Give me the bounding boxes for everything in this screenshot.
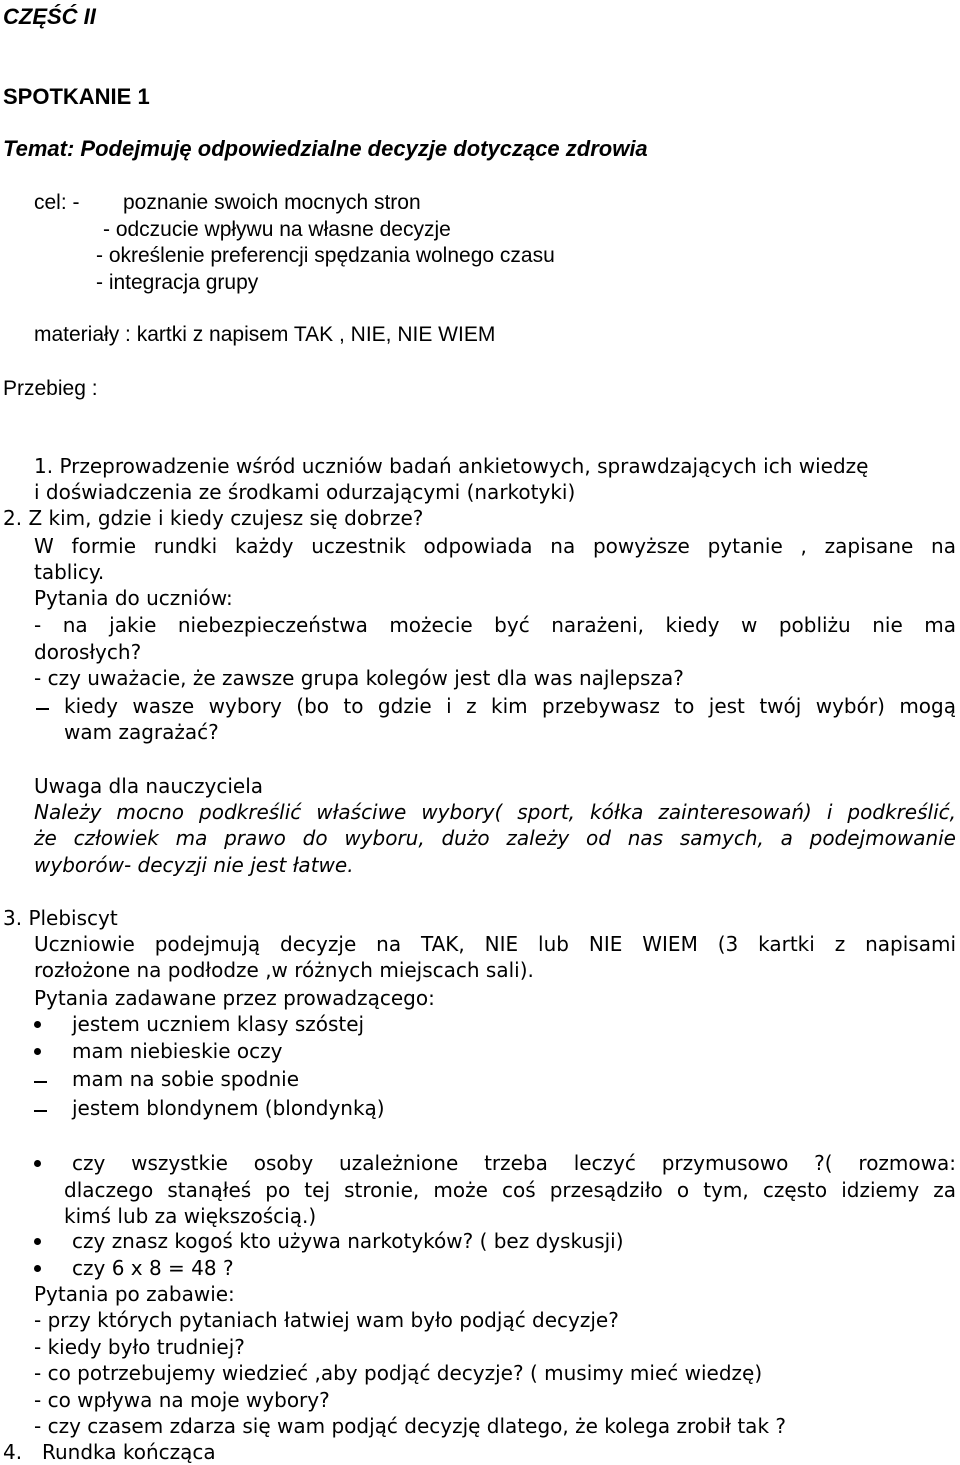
step-3-item: dlaczego stanąłeś po tej stronie, może coś przesądziło o tym, często idziemy za	[64, 1178, 956, 1202]
step-3-item: mam na sobie spodnie	[72, 1067, 300, 1091]
step-2-question: wam zagrażać?	[64, 720, 219, 744]
bullet-icon	[34, 1048, 41, 1055]
step-1-line: i doświadczenia ze środkami odurzającymi (narkotyki)	[34, 480, 576, 504]
step-2-question: kiedy wasze wybory (bo to gdzie i z kim przebywasz to jest twój wybór) mogą	[64, 694, 956, 718]
after-game-question: - co potrzebujemy wiedzieć ,aby podjąć decyzje? ( musimy mieć wiedzę)	[34, 1361, 763, 1385]
goal-item: - określenie preferencji spędzania wolnego czasu	[96, 244, 555, 267]
teacher-note-title: Uwaga dla nauczyciela	[34, 774, 264, 798]
step-3-item: czy znasz kogoś kto używa narkotyków? ( bez dyskusji)	[72, 1229, 624, 1253]
step-2-title: 2. Z kim, gdzie i kiedy czujesz się dobrze?	[3, 506, 424, 530]
after-game-question: - co wpływa na moje wybory?	[34, 1388, 330, 1412]
step-3-item: jestem uczniem klasy szóstej	[72, 1012, 365, 1036]
after-game-question: - przy których pytaniach łatwiej wam było podjąć decyzje?	[34, 1308, 619, 1332]
course-label: Przebieg :	[3, 377, 98, 400]
bullet-icon	[34, 1238, 41, 1245]
step-1-line: 1. Przeprowadzenie wśród uczniów badań ankietowych, sprawdzających ich wiedzę	[34, 454, 869, 478]
step-3-item: jestem blondynem (blondynką)	[72, 1096, 385, 1120]
after-game-question: - czy czasem zdarza się wam podjąć decyzję dlatego, że kolega zrobił tak ?	[34, 1414, 786, 1438]
step-3-item: kimś lub za większością.)	[64, 1204, 317, 1228]
step-3-item: czy 6 x 8 = 48 ?	[72, 1256, 234, 1280]
teacher-note-line: Należy mocno podkreślić właściwe wybory( sport, kółka zainteresowań) i podkreślić,	[34, 800, 956, 824]
step-2-desc: tablicy.	[34, 560, 105, 584]
step-3-questions-label: Pytania zadawane przez prowadzącego:	[34, 986, 435, 1010]
goal-item: poznanie swoich mocnych stron	[123, 191, 421, 214]
after-game-label: Pytania po zabawie:	[34, 1282, 235, 1306]
step-4-title: Rundka kończąca	[42, 1440, 216, 1464]
step-3-item: czy wszystkie osoby uzależnione trzeba leczyć przymusowo ?( rozmowa:	[72, 1151, 956, 1175]
topic-heading: Temat: Podejmuję odpowiedzialne decyzje dotyczące zdrowia	[3, 136, 648, 161]
dash-bullet-icon	[36, 708, 49, 710]
step-3-desc: Uczniowie podejmują decyzje na TAK, NIE lub NIE WIEM (3 kartki z napisami	[34, 932, 956, 956]
after-game-question: - kiedy było trudniej?	[34, 1335, 245, 1359]
step-2-question: dorosłych?	[34, 640, 142, 664]
dash-bullet-icon	[34, 1081, 47, 1083]
step-3-title: 3. Plebiscyt	[3, 906, 118, 930]
part-heading: CZĘŚĆ II	[3, 4, 96, 29]
materials-line: materiały : kartki z napisem TAK , NIE, NIE WIEM	[34, 323, 496, 346]
goals-label: cel: -	[34, 191, 80, 214]
bullet-icon	[34, 1021, 41, 1028]
step-2-question: - czy uważacie, że zawsze grupa kolegów jest dla was najlepsza?	[34, 666, 684, 690]
bullet-icon	[34, 1160, 41, 1167]
teacher-note-line: że człowiek ma prawo do wyboru, dużo zależy od nas samych, a podejmowanie	[34, 826, 956, 850]
step-3-desc: rozłożone na podłodze ,w różnych miejscach sali).	[34, 958, 534, 982]
teacher-note-line: wyborów- decyzji nie jest łatwe.	[34, 853, 354, 877]
meeting-title: SPOTKANIE 1	[3, 84, 150, 109]
step-3-item: mam niebieskie oczy	[72, 1039, 283, 1063]
goal-item: - odczucie wpływu na własne decyzje	[103, 218, 451, 241]
step-4-number: 4.	[3, 1440, 23, 1464]
goal-item: - integracja grupy	[96, 271, 259, 294]
step-2-questions-label: Pytania do uczniów:	[34, 586, 233, 610]
step-2-desc: W formie rundki każdy uczestnik odpowiada na powyższe pytanie , zapisane na	[34, 534, 956, 558]
bullet-icon	[34, 1265, 41, 1272]
step-2-question: - na jakie niebezpieczeństwa możecie być narażeni, kiedy w pobliżu nie ma	[34, 613, 956, 637]
dash-bullet-icon	[34, 1110, 47, 1112]
